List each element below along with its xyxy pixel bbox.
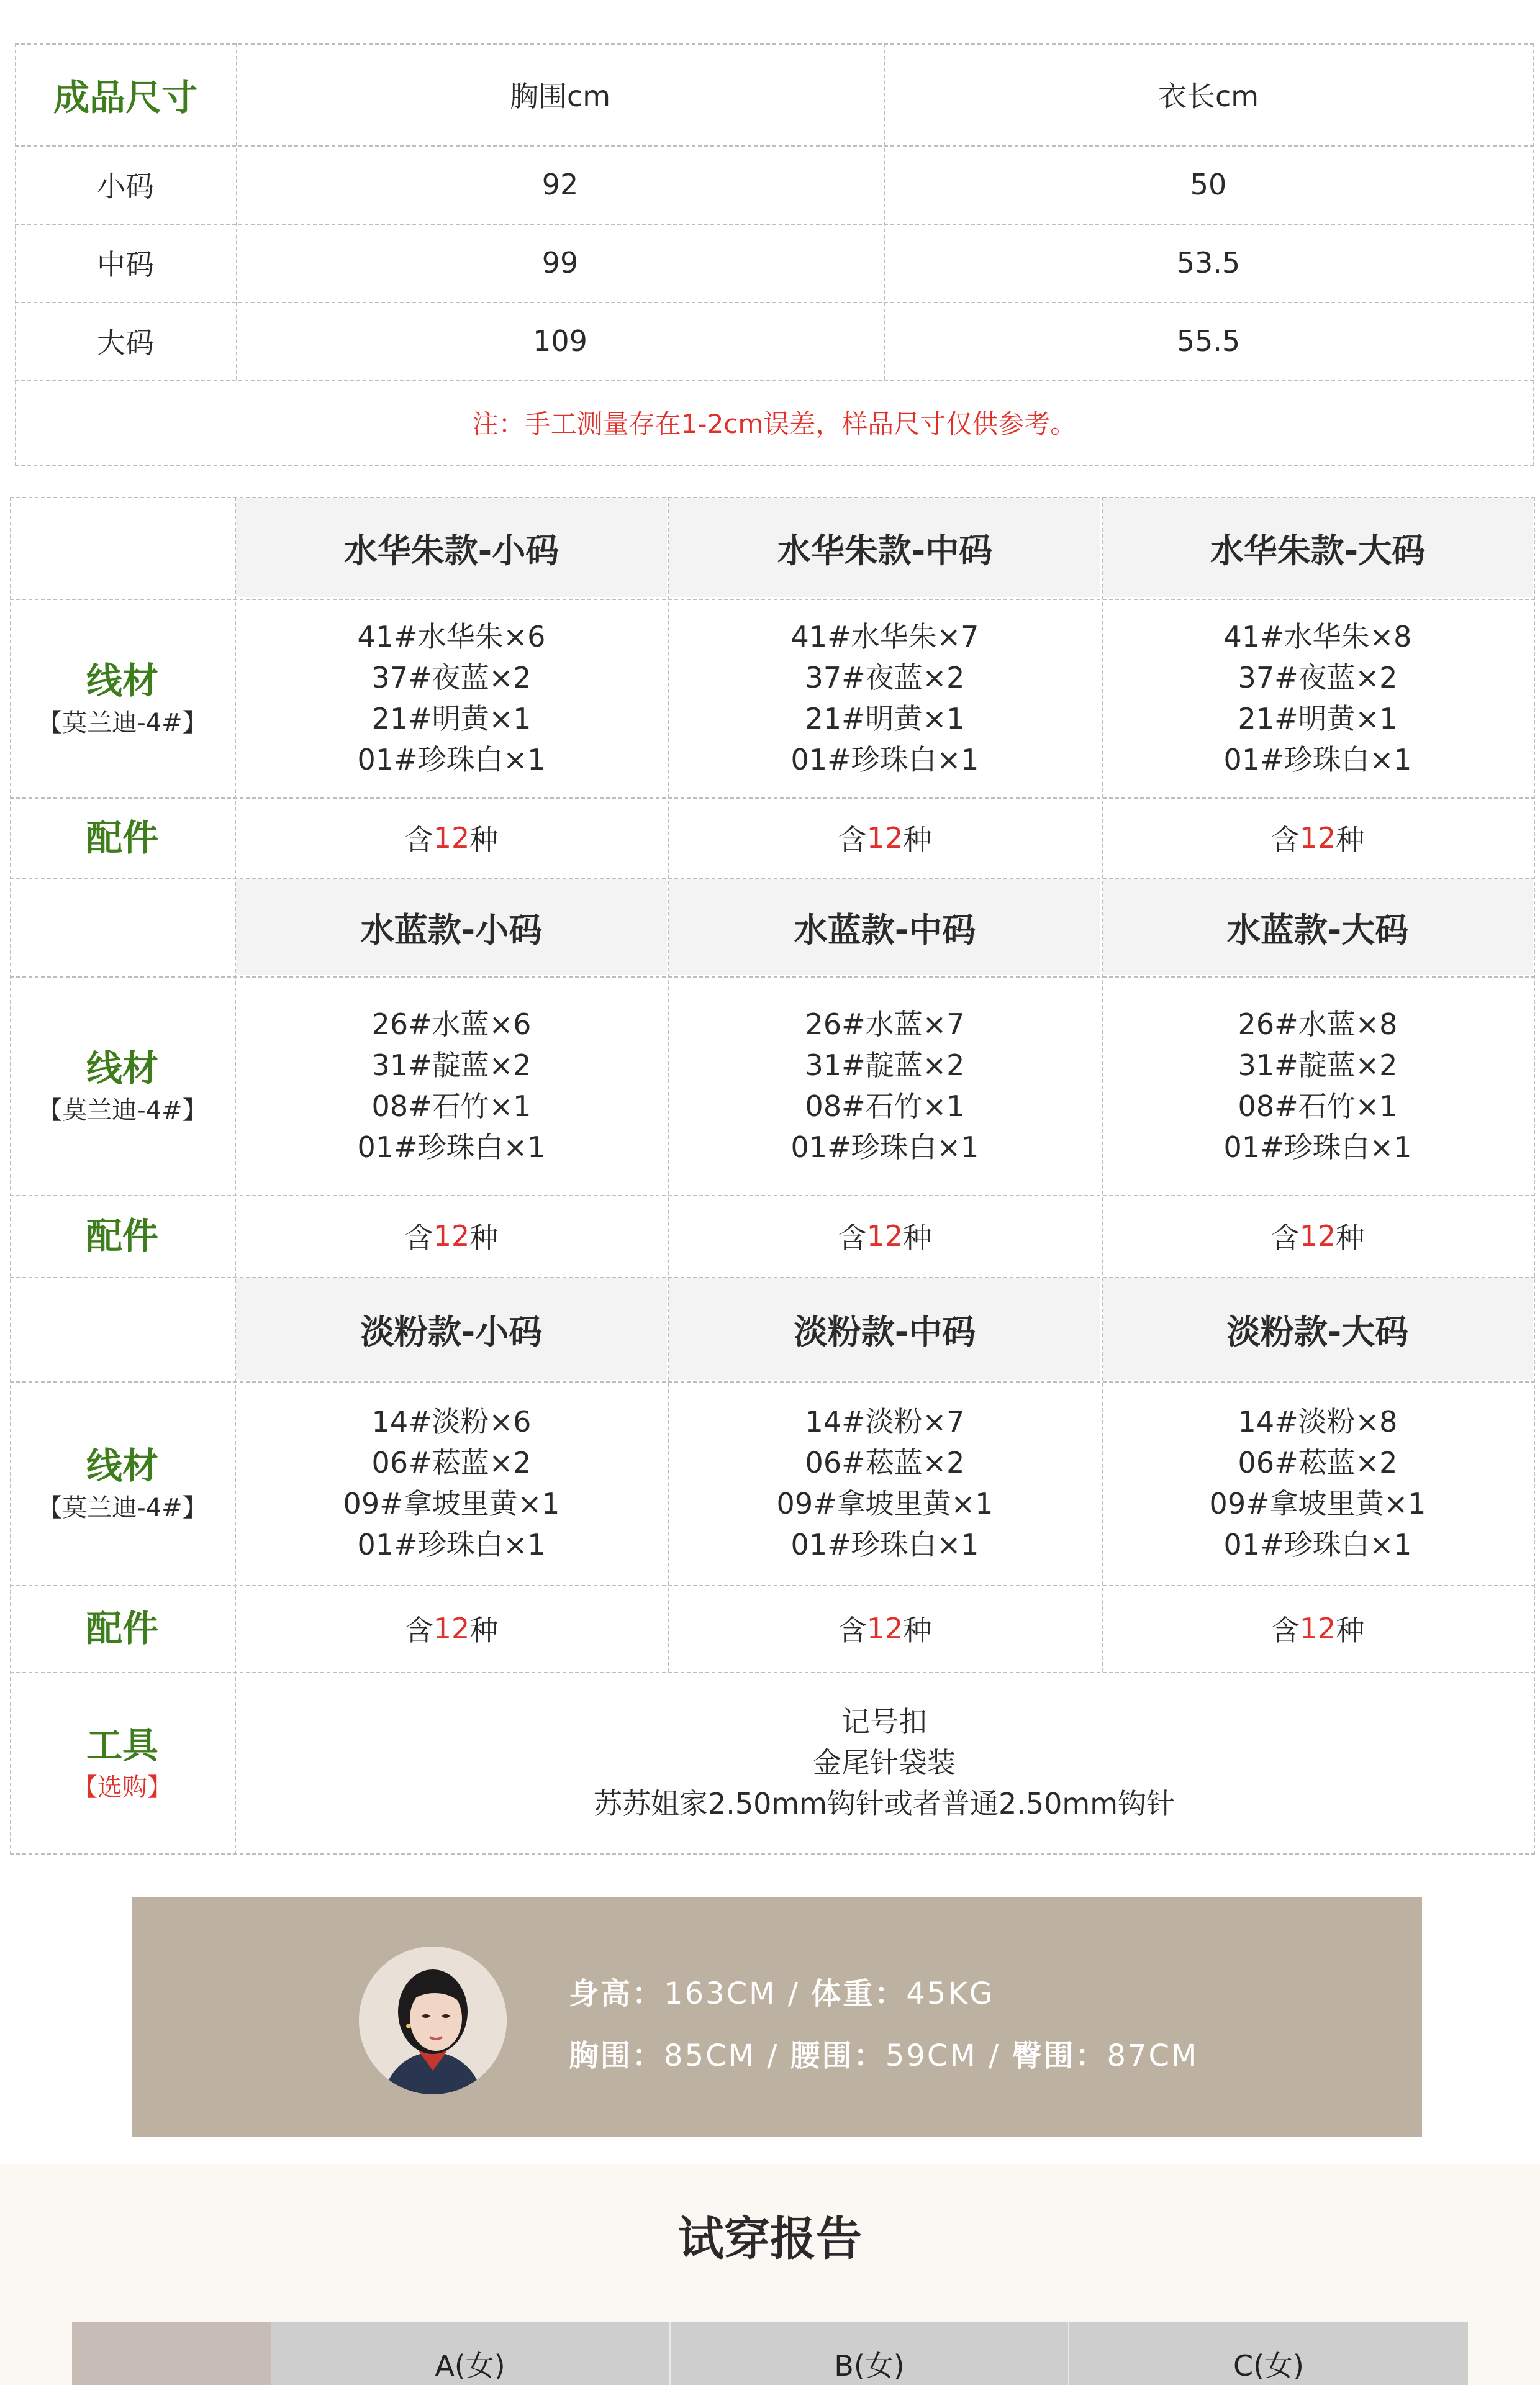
yarn-item: 21#明黄×1 — [371, 702, 532, 735]
yarn-item: 14#淡粉×8 — [1238, 1405, 1398, 1438]
report-col-a: A(女) — [271, 2322, 669, 2385]
separator: / — [977, 2038, 1012, 2073]
separator: / — [776, 1976, 812, 2011]
accessory-number: 12 — [1299, 821, 1336, 855]
variant-header: 水华朱款-小码 — [236, 498, 667, 597]
yarn-item: 37#夜蓝×2 — [805, 661, 965, 694]
yarn-item: 21#明黄×1 — [805, 702, 965, 735]
length-medium: 53.5 — [1176, 246, 1241, 279]
report-col-b: B(女) — [669, 2322, 1068, 2385]
accessory-suffix: 种 — [469, 1221, 499, 1255]
accessory-suffix: 种 — [1336, 1221, 1365, 1255]
separator: / — [756, 2038, 790, 2073]
yarn-item: 31#靛蓝×2 — [1238, 1048, 1398, 1082]
accessory-suffix: 种 — [1336, 1614, 1365, 1647]
weight-label: 体重： — [811, 1976, 907, 2011]
accessory-suffix: 种 — [903, 1221, 932, 1255]
accessory-count — [235, 1585, 668, 1672]
yarn-item: 01#珍珠白×1 — [357, 1130, 546, 1164]
accessory-prefix: 含 — [1270, 823, 1300, 856]
model-avatar — [359, 1947, 507, 2094]
accessory-number: 12 — [433, 1612, 470, 1645]
height-value: 163CM — [664, 1976, 777, 2011]
yarn-brand: 【莫兰迪-4#】 — [37, 1096, 207, 1125]
column-header-chest: 胸围cm — [509, 80, 611, 113]
accessory-suffix: 种 — [469, 1614, 499, 1647]
yarn-item: 06#菘蓝×2 — [1238, 1446, 1398, 1479]
accessory-prefix: 含 — [1270, 1614, 1300, 1647]
accessory-label-cell — [10, 1585, 235, 1672]
waist-value: 59CM — [885, 2038, 977, 2073]
hip-label: 臀围： — [1012, 2038, 1107, 2073]
accessory-number: 12 — [433, 821, 470, 855]
accessory-count — [1102, 1585, 1534, 1672]
yarn-item: 26#水蓝×7 — [805, 1007, 965, 1041]
size-label-large: 大码 — [97, 326, 154, 360]
tool-item: 记号扣 — [841, 1705, 927, 1738]
yarn-label-cell — [10, 1381, 235, 1585]
yarn-item: 14#淡粉×6 — [371, 1405, 532, 1438]
yarn-item: 26#水蓝×8 — [1238, 1007, 1398, 1041]
chest-large: 109 — [533, 324, 587, 358]
variant-header: 水蓝款-中码 — [669, 879, 1100, 975]
accessory-prefix: 含 — [404, 823, 433, 856]
accessory-prefix: 含 — [838, 1614, 867, 1647]
yarn-item: 01#珍珠白×1 — [790, 1528, 979, 1561]
yarn-item: 01#珍珠白×1 — [1223, 1130, 1412, 1164]
variant-header: 淡粉款-小码 — [236, 1278, 667, 1380]
yarn-item: 01#珍珠白×1 — [1223, 743, 1412, 776]
accessory-count — [668, 797, 1102, 878]
materials-table — [10, 497, 1535, 1855]
accessory-number: 12 — [1299, 1219, 1336, 1253]
model-stats-line1 — [569, 1963, 1376, 2025]
yarn-item: 41#水华朱×6 — [357, 620, 546, 653]
report-col-c: C(女) — [1068, 2322, 1468, 2385]
yarn-item: 26#水蓝×6 — [371, 1007, 532, 1041]
tools-label: 工具 — [86, 1724, 158, 1766]
model-stats-line2 — [569, 2025, 1376, 2087]
yarn-item: 09#拿坡里黄×1 — [776, 1487, 994, 1520]
yarn-brand: 【莫兰迪-4#】 — [37, 1494, 207, 1522]
accessory-prefix: 含 — [404, 1221, 433, 1255]
accessory-number: 12 — [433, 1219, 470, 1253]
yarn-item: 01#珍珠白×1 — [357, 743, 546, 776]
yarn-item: 21#明黄×1 — [1238, 702, 1398, 735]
variant-header: 淡粉款-大码 — [1103, 1278, 1533, 1380]
yarn-item: 01#珍珠白×1 — [357, 1528, 546, 1561]
accessory-count — [235, 1195, 668, 1277]
yarn-item: 31#靛蓝×2 — [371, 1048, 532, 1082]
yarn-item: 37#夜蓝×2 — [371, 661, 532, 694]
model-banner — [132, 1897, 1422, 2137]
accessory-label-cell — [10, 1195, 235, 1277]
tools-label-cell — [10, 1672, 235, 1853]
yarn-label-cell — [10, 976, 235, 1195]
yarn-item: 09#拿坡里黄×1 — [343, 1487, 560, 1520]
accessory-prefix: 含 — [404, 1614, 433, 1647]
accessory-prefix: 含 — [838, 1221, 867, 1255]
accessory-count — [1102, 1195, 1534, 1277]
accessory-prefix: 含 — [838, 823, 867, 856]
yarn-item: 06#菘蓝×2 — [371, 1446, 532, 1479]
variant-header: 水华朱款-大码 — [1103, 498, 1533, 597]
accessory-suffix: 种 — [903, 823, 932, 856]
bust-value: 85CM — [664, 2038, 756, 2073]
yarn-list — [235, 1381, 668, 1585]
accessory-prefix: 含 — [1270, 1221, 1300, 1255]
yarn-list — [668, 976, 1102, 1195]
chest-small: 92 — [541, 168, 579, 201]
tool-item: 金尾针袋装 — [813, 1746, 956, 1779]
variant-header: 水华朱款-中码 — [669, 498, 1100, 597]
yarn-item: 14#淡粉×7 — [805, 1405, 965, 1438]
hip-value: 87CM — [1107, 2038, 1199, 2073]
yarn-list — [668, 599, 1102, 797]
yarn-list — [235, 599, 668, 797]
size-table — [15, 43, 1534, 466]
model-stats — [569, 1963, 1376, 2087]
size-label-medium: 中码 — [97, 248, 154, 281]
accessory-label-cell — [10, 797, 235, 878]
accessory-number: 12 — [866, 1612, 904, 1645]
size-label-small: 小码 — [97, 170, 154, 203]
accessory-suffix: 种 — [1336, 823, 1365, 856]
variant-header: 淡粉款-中码 — [669, 1278, 1100, 1380]
accessory-count — [668, 1195, 1102, 1277]
yarn-label: 线材 — [86, 660, 158, 702]
tools-optional-tag: 【选购】 — [73, 1773, 172, 1802]
accessory-suffix: 种 — [903, 1614, 932, 1647]
yarn-list — [235, 976, 668, 1195]
accessory-number: 12 — [1299, 1612, 1336, 1645]
weight-value: 45KG — [906, 1976, 995, 2011]
size-table-title — [15, 43, 236, 145]
yarn-item: 06#菘蓝×2 — [805, 1446, 965, 1479]
size-table-title-text: 成品尺寸 — [53, 76, 197, 119]
accessory-label: 配件 — [86, 1607, 158, 1650]
length-small: 50 — [1190, 168, 1227, 201]
yarn-list — [1102, 976, 1534, 1195]
accessory-count — [235, 797, 668, 878]
accessory-label: 配件 — [86, 817, 158, 859]
yarn-list — [1102, 1381, 1534, 1585]
yarn-item: 08#石竹×1 — [371, 1089, 532, 1123]
yarn-item: 08#石竹×1 — [805, 1089, 965, 1123]
length-large: 55.5 — [1176, 324, 1241, 358]
chest-medium: 99 — [541, 246, 579, 279]
yarn-brand: 【莫兰迪-4#】 — [37, 709, 207, 737]
report-section — [0, 2164, 1540, 2385]
accessory-number: 12 — [866, 821, 904, 855]
yarn-item: 08#石竹×1 — [1238, 1089, 1398, 1123]
report-table-header — [72, 2322, 1468, 2385]
tool-item: 苏苏姐家2.50mm钩针或者普通2.50mm钩针 — [593, 1787, 1175, 1820]
accessory-suffix: 种 — [469, 823, 499, 856]
yarn-label-cell — [10, 599, 235, 797]
yarn-label: 线材 — [86, 1445, 158, 1487]
accessory-number: 12 — [866, 1219, 904, 1253]
yarn-item: 37#夜蓝×2 — [1238, 661, 1398, 694]
measurement-note: 注：手工测量存在1-2cm误差，样品尺寸仅供参考。 — [472, 409, 1077, 439]
column-header-length: 衣长cm — [1157, 80, 1259, 113]
accessory-count — [668, 1585, 1102, 1672]
yarn-item: 01#珍珠白×1 — [790, 1130, 979, 1164]
yarn-item: 01#珍珠白×1 — [1223, 1528, 1412, 1561]
waist-label: 腰围： — [790, 2038, 886, 2073]
yarn-item: 31#靛蓝×2 — [805, 1048, 965, 1082]
report-header-blank — [72, 2322, 271, 2385]
yarn-label: 线材 — [86, 1047, 158, 1089]
variant-header: 水蓝款-大码 — [1103, 879, 1533, 975]
height-label: 身高： — [569, 1976, 664, 2011]
yarn-item: 01#珍珠白×1 — [790, 743, 979, 776]
yarn-list — [668, 1381, 1102, 1585]
report-title: 试穿报告 — [678, 2212, 862, 2266]
tools-list — [235, 1672, 1534, 1853]
bust-label: 胸围： — [569, 2038, 664, 2073]
accessory-label: 配件 — [86, 1215, 158, 1257]
yarn-list — [1102, 599, 1534, 797]
yarn-item: 41#水华朱×8 — [1223, 620, 1412, 653]
yarn-item: 41#水华朱×7 — [790, 620, 979, 653]
model-portrait-icon — [359, 1947, 507, 2094]
accessory-count — [1102, 797, 1534, 878]
yarn-item: 09#拿坡里黄×1 — [1209, 1487, 1426, 1520]
variant-header: 水蓝款-小码 — [236, 879, 667, 975]
